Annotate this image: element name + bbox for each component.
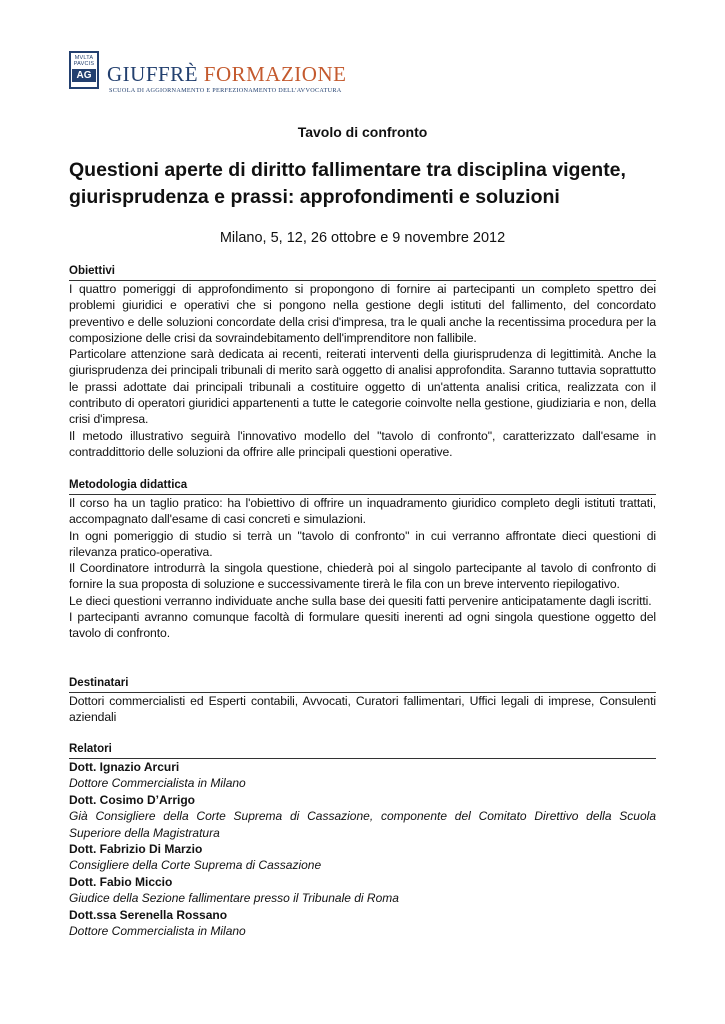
logo-name-part2: FORMAZIONE: [203, 62, 347, 86]
paragraph: Dottori commercialisti ed Esperti contabili, Avvocati, Curatori fallimentari, Uffici legali di imprese, Consulenti aziendali: [69, 694, 656, 725]
speaker-name: Dott. Ignazio Arcuri: [69, 760, 180, 774]
paragraph: Le dieci questioni verranno individuate anche sulla base dei quesiti fatti pervenire anticipatamente dagli iscritti.: [69, 593, 652, 608]
logo-tagline: SCUOLA DI AGGIORNAMENTO E PERFEZIONAMENTO DELL'AVVOCATURA: [109, 87, 342, 94]
section-title: Destinatari: [69, 676, 656, 693]
speaker-role: Dottore Commercialista in Milano: [69, 776, 246, 791]
speaker-entry: [69, 759, 656, 792]
logo-emblem: [69, 51, 99, 89]
event-place-date: Milano, 5, 12, 26 ottobre e 9 novembre 2012: [219, 230, 506, 246]
speaker-name: Dott. Cosimo D’Arrigo: [69, 792, 195, 807]
speaker-name: Dott.ssa Serenella Rossano: [69, 907, 228, 922]
section-metodologia: [69, 478, 656, 642]
logo-monogram: AG: [72, 69, 96, 82]
logo-motto: MVLTA PAVCIS: [73, 55, 95, 67]
speaker-entry: [69, 874, 656, 907]
logo-name-part1: GIUFFRÈ: [107, 62, 199, 86]
paragraph: I quattro pomeriggi di approfondimento si propongono di fornire ai partecipanti un completo spettro dei problemi giuridici e operativi che si pongono nella gestione degli istituti del fallimento, del concordato preventivo e delle soluzioni concordate della crisi d'impresa, tra le quali anche la recentissima procedura per la composizione delle crisi da sovraindebitamento dell'imprenditore non fallibile.: [69, 282, 656, 345]
paragraph: Particolare attenzione sarà dedicata ai recenti, reiterati interventi della giurisprudenza di legittimità. Anche la giurisprudenza dei principali tribunali di merito sarà oggetto di analisi approfondita. Saranno tuttavia soprattutto le prassi adottate dai principali tribunali a costituire oggetto di un'attenta analisi critica, realizzata con il contributo di operatori giuridici appartenenti a tutte le categorie coinvolte nella gestione, giudiziaria e non, della crisi d'impresa.: [69, 347, 656, 427]
section-title: Relatori: [69, 742, 656, 759]
section-title: Obiettivi: [69, 264, 656, 281]
speaker-role: Dottore Commercialista in Milano: [69, 924, 246, 939]
section-obiettivi: [69, 264, 656, 460]
speaker-entry: [69, 841, 656, 874]
event-title: Questioni aperte di diritto fallimentare tra disciplina vigente, giurisprudenza e prassi: approfondimenti e soluzioni: [69, 159, 626, 208]
section-title: Metodologia didattica: [69, 478, 656, 495]
event-kicker: Tavolo di confronto: [297, 124, 428, 140]
section-relatori: [69, 742, 656, 939]
speaker-name: Dott. Fabrizio Di Marzio: [69, 842, 203, 857]
speaker-role: Già Consigliere della Corte Suprema di Cassazione, componente del Comitato Direttivo della Scuola Superiore della Magistratura: [69, 809, 656, 840]
paragraph: Il metodo illustrativo seguirà l'innovativo modello del "tavolo di confronto", caratterizzato dall'esame in contraddittorio delle soluzioni da offrire alle principali questioni operative.: [69, 428, 656, 459]
paragraph: I partecipanti avranno comunque facoltà di formulare quesiti inerenti ad ogni singola questione oggetto del tavolo di confronto.: [69, 610, 656, 641]
speaker-role: Consigliere della Corte Suprema di Cassazione: [69, 858, 322, 873]
speaker-entry: [69, 907, 656, 940]
paragraph: In ogni pomeriggio di studio si terrà un "tavolo di confronto" in cui verranno affrontate dieci questioni di rilevanza pratico-operativa.: [69, 528, 656, 559]
logo-wordmark: [107, 63, 346, 85]
paragraph: Il corso ha un taglio pratico: ha l'obiettivo di offrire un inquadramento giuridico completo degli istituti trattati, accompagnato dall'esame di casi concreti e simulazioni.: [69, 496, 656, 527]
speaker-entry: [69, 792, 656, 841]
paragraph: Il Coordinatore introdurrà la singola questione, chiederà poi al singolo partecipante al tavolo di confronto di fornire la sua proposta di soluzione e successivamente tirerà le fila con un breve intervento riepilogativo.: [69, 561, 656, 592]
speaker-role: Giudice della Sezione fallimentare presso il Tribunale di Roma: [69, 891, 399, 906]
speaker-name: Dott. Fabio Miccio: [69, 874, 173, 889]
section-destinatari: [69, 676, 656, 726]
